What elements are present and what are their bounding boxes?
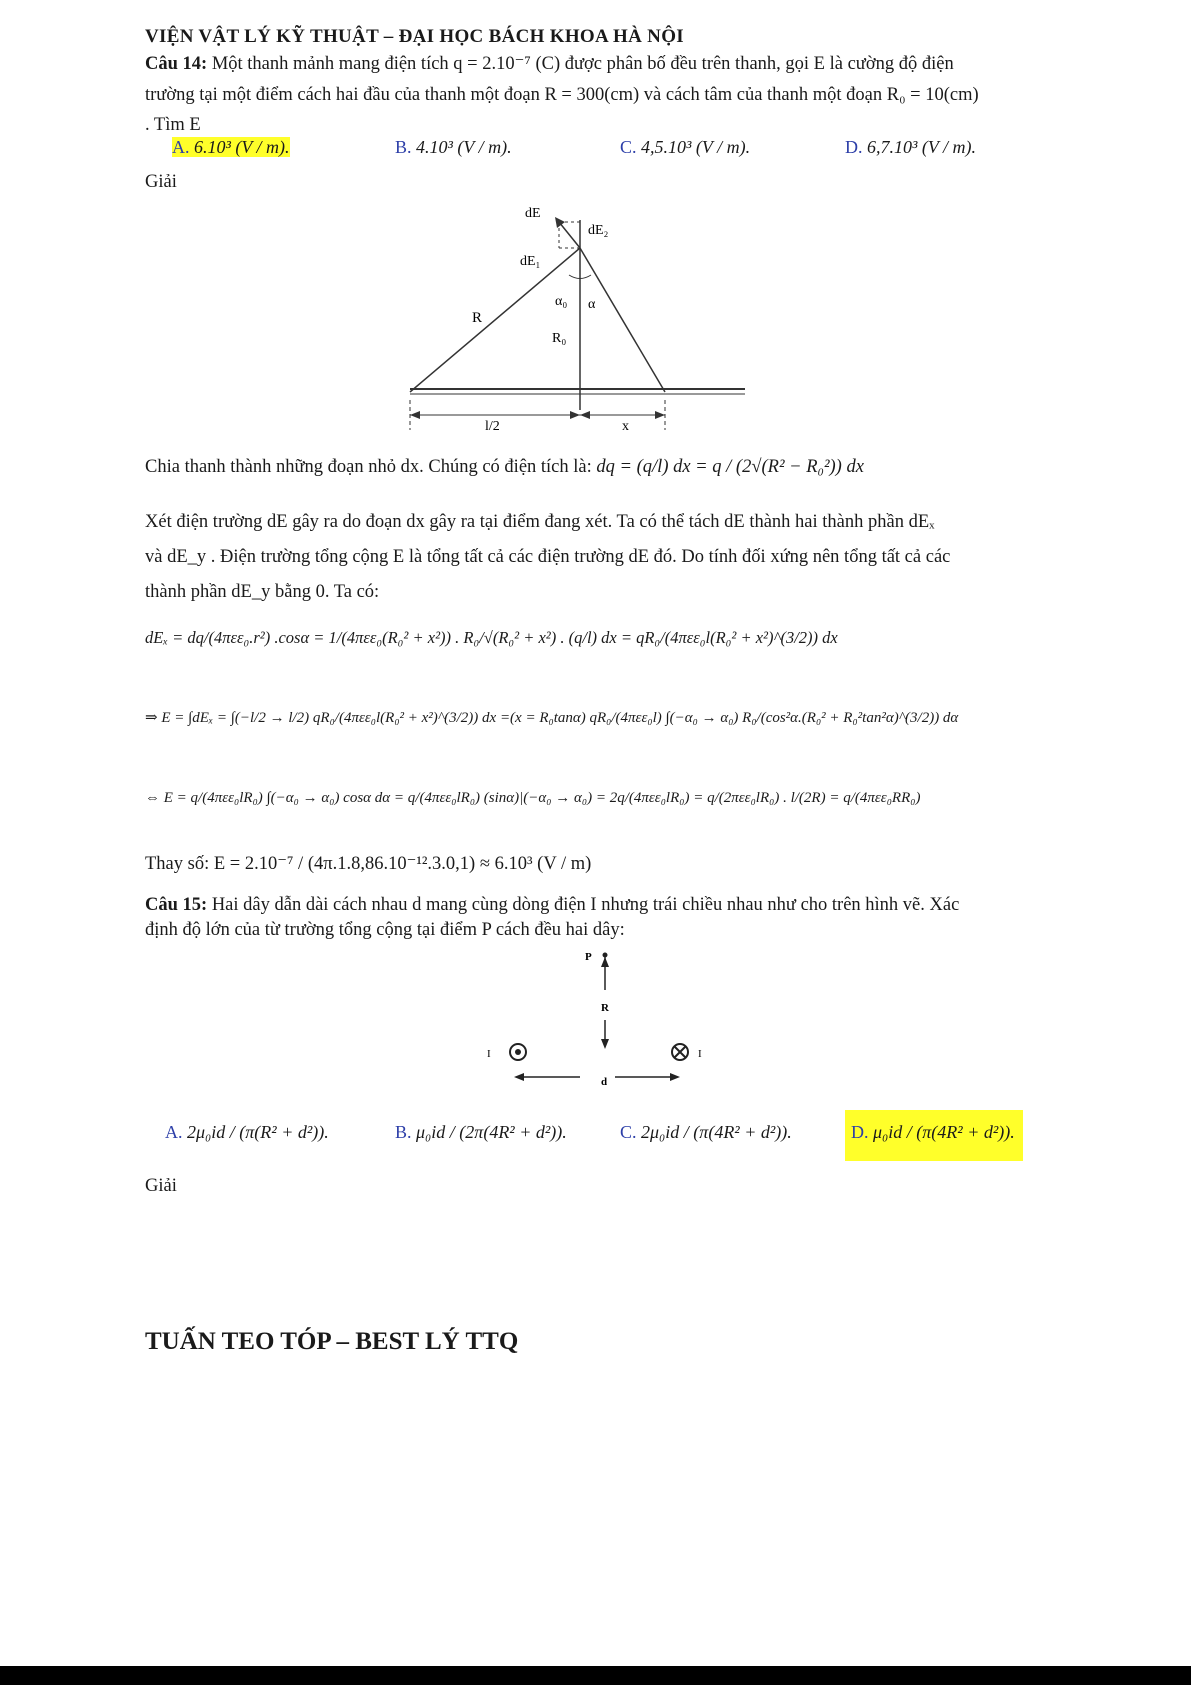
q14-option-a: A. 6.10³ (V / m). bbox=[172, 137, 290, 157]
label-alpha0: α₀ bbox=[555, 294, 568, 309]
question-15-text-1: Hai dây dẫn dài cách nhau d mang cùng dòng điện I nhưng trái chiều nhau như cho trên hình vẽ. Xác bbox=[211, 895, 960, 915]
label-P: P bbox=[585, 951, 592, 963]
question-14-text-2: trường tại một điểm cách hai đầu của thanh một đoạn R = 300(cm) và cách tâm của thanh một đoạn R₀ = 10(cm) bbox=[145, 85, 979, 105]
solution-line-3: và dE_y . Điện trường tổng cộng E là tổng tất cả các điện trường dE đó. Do tính đối xứng nên tổng tất cả các bbox=[145, 547, 951, 567]
bottom-bar bbox=[0, 1666, 1191, 1685]
q15-option-b: B. μ₀id / (2π(4R² + d²)). bbox=[395, 1122, 567, 1142]
question-15-text-2: định độ lớn của từ trường tổng cộng tại điểm P cách đều hai dây: bbox=[145, 920, 625, 940]
label-alpha: α bbox=[588, 297, 596, 312]
numeric-substitution: Thay số: E = 2.10⁻⁷ / (4π.1.8,86.10⁻¹².3.0,1) ≈ 6.10³ (V / m) bbox=[145, 854, 592, 874]
question-14-line-1 bbox=[145, 52, 954, 76]
q14-option-c: C. 4,5.10³ (V / m). bbox=[620, 137, 751, 157]
q14-giai-label: Giải bbox=[145, 172, 177, 192]
label-dE: dE bbox=[525, 206, 541, 221]
label-R: R bbox=[472, 310, 483, 326]
document-header: VIỆN VẬT LÝ KỸ THUẬT – ĐẠI HỌC BÁCH KHOA HÀ NỘI bbox=[145, 26, 684, 47]
q15-giai-label: Giải bbox=[145, 1176, 177, 1196]
label-x: x bbox=[622, 419, 629, 434]
question-15-label: Câu 15: bbox=[145, 895, 208, 915]
label-l-half: l/2 bbox=[485, 419, 500, 434]
equation-dEx: dEₓ = dq/(4πεε₀.r²) .cosα = 1/(4πεε₀(R₀² + x²)) . R₀/√(R₀² + x²) . (q/l) dx = qR₀/(4πεε₀l(R₀² + x²)^(3/2)) dx bbox=[145, 628, 838, 647]
footer-title: TUẤN TEO TÓP – BEST LÝ TTQ bbox=[145, 1328, 519, 1355]
solution-line-2: Xét điện trường dE gây ra do đoạn dx gây ra tại điểm đang xét. Ta có thể tách dE thành hai thành phần dEₓ bbox=[145, 512, 935, 532]
question-14-text-3: . Tìm E bbox=[145, 115, 201, 135]
question-14-text-1: Một thanh mảnh mang điện tích q = 2.10⁻⁷ (C) được phân bố đều trên thanh, gọi E là cường độ điện bbox=[211, 54, 954, 74]
q15-option-a: A. 2μ₀id / (π(R² + d²)). bbox=[165, 1122, 329, 1142]
label-d: d bbox=[601, 1076, 608, 1088]
label-I-left: I bbox=[487, 1048, 491, 1060]
magnetic-field-diagram bbox=[470, 945, 730, 1095]
q15-option-c: C. 2μ₀id / (π(4R² + d²)). bbox=[620, 1122, 792, 1142]
dq-equation: dq = (q/l) dx = q / (2√(R² − R₀²)) dx bbox=[596, 457, 864, 477]
question-14-label: Câu 14: bbox=[145, 54, 208, 74]
label-R0: R₀ bbox=[552, 331, 567, 346]
label-dE2: dE₂ bbox=[588, 223, 609, 238]
solution-line-1: Chia thanh thành những đoạn nhỏ dx. Chúng có điện tích là: dq = (q/l) dx = q / (2√(R² − R₀²)) dx bbox=[145, 457, 864, 477]
q14-option-b: B. 4.10³ (V / m). bbox=[395, 137, 512, 157]
q14-option-d: D. 6,7.10³ (V / m). bbox=[845, 137, 977, 157]
electric-field-diagram bbox=[400, 200, 760, 440]
label-dE1: dE₁ bbox=[520, 254, 541, 269]
equation-E-result: ⇔ E = q/(4πεε₀lR₀) ∫(−α₀ → α₀) cosα dα = q/(4πεε₀lR₀) (sinα)|(−α₀ → α₀) = 2q/(4πεε₀lR₀) = q/(2πεε₀lR₀) . l/(2R) = q/(4πεε₀RR₀) bbox=[145, 790, 921, 806]
label-I-right: I bbox=[698, 1048, 702, 1060]
label-R-magnetic: R bbox=[601, 1002, 609, 1014]
solution-line-4: thành phần dE_y bằng 0. Ta có: bbox=[145, 582, 380, 602]
question-15-line-1 bbox=[145, 893, 959, 917]
q15-option-d: D. μ₀id / (π(4R² + d²)). bbox=[845, 1110, 1023, 1161]
equation-E-integral: ⇒ E = ∫dEₓ = ∫(−l/2 → l/2) qR₀/(4πεε₀l(R₀² + x²)^(3/2)) dx =(x = R₀tanα) qR₀/(4πεε₀l) ∫(−α₀ → α₀) R₀/(cos²α.(R₀² + R₀²tan²α)^(3/2)) dα bbox=[145, 710, 959, 726]
